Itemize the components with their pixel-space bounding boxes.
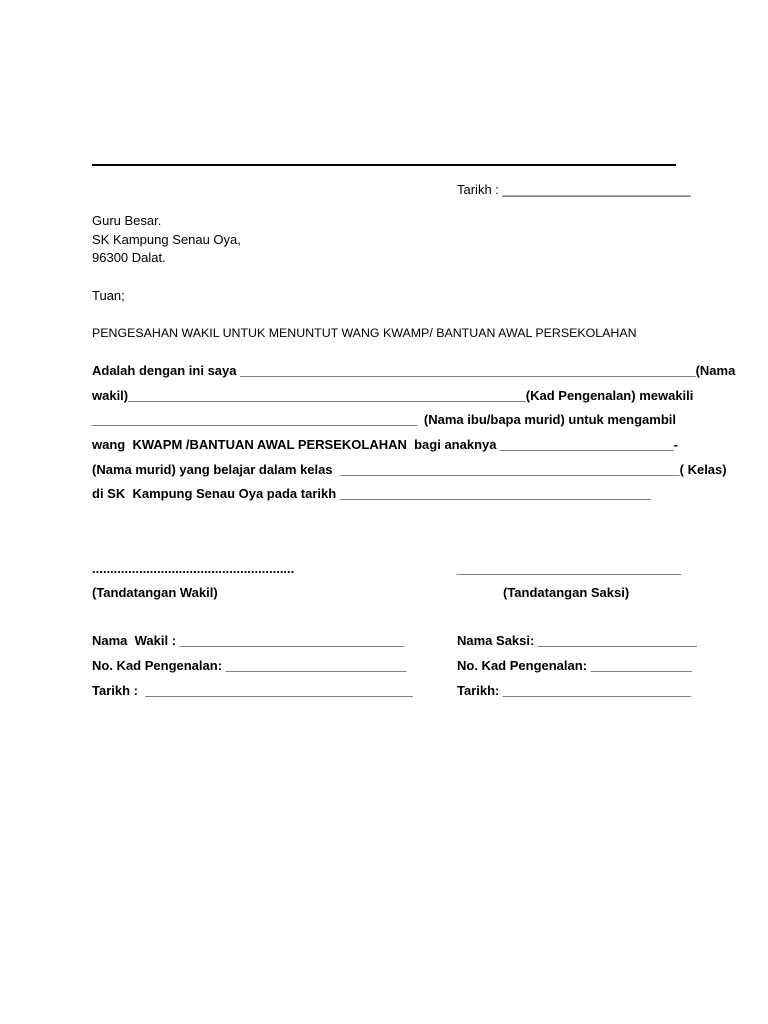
- recipient-title: Guru Besar.: [92, 213, 162, 228]
- wakil-signature-line: ........................................................: [92, 561, 295, 576]
- date-field: Tarikh : __________________________: [457, 182, 691, 197]
- saksi-signature-line: _______________________________: [457, 561, 682, 576]
- body-line-3-end: (Nama ibu/bapa murid) untuk mengambil: [423, 412, 676, 427]
- body-line-4-end: -: [673, 437, 678, 452]
- wakil-date-field: Tarikh : _____________________________________: [92, 683, 413, 698]
- body-line-5-end: ( Kelas): [679, 462, 727, 477]
- top-rule: [92, 164, 676, 166]
- salutation: Tuan;: [92, 288, 125, 303]
- body-line-3: [92, 412, 676, 428]
- wakil-name-field: Nama Wakil : _______________________________: [92, 633, 404, 648]
- saksi-ic-field: No. Kad Pengenalan: ______________: [457, 658, 692, 673]
- body-line-1: [92, 363, 736, 379]
- recipient-school: SK Kampung Senau Oya,: [92, 232, 241, 247]
- body-line-1-end: (Nama: [695, 363, 736, 378]
- body-line-2-text: wakil)_______________________________________________________: [92, 388, 526, 403]
- saksi-name-field: Nama Saksi: ______________________: [457, 633, 697, 648]
- recipient-address: 96300 Dalat.: [92, 250, 166, 265]
- body-line-6: di SK Kampung Senau Oya pada tarikh ___________________________________________: [92, 486, 651, 501]
- body-line-5-text: (Nama murid) yang belajar dalam kelas _______________________________________________: [92, 462, 680, 477]
- body-line-3-text: _____________________________________________: [92, 412, 418, 427]
- saksi-signature-label: (Tandatangan Saksi): [503, 585, 630, 600]
- body-line-5: [92, 462, 727, 478]
- body-line-2: [92, 388, 694, 404]
- saksi-date-field: Tarikh: __________________________: [457, 683, 691, 698]
- wakil-ic-field: No. Kad Pengenalan: _________________________: [92, 658, 407, 673]
- body-line-2-end: (Kad Pengenalan) mewakili: [525, 388, 694, 403]
- subject-heading: PENGESAHAN WAKIL UNTUK MENUNTUT WANG KWAMP/ BANTUAN AWAL PERSEKOLAHAN: [92, 326, 637, 340]
- body-line-1-text: Adalah dengan ini saya _______________________________________________________________: [92, 363, 696, 378]
- wakil-signature-label: (Tandatangan Wakil): [92, 585, 218, 600]
- body-line-4: [92, 437, 676, 453]
- body-line-4-text: wang KWAPM /BANTUAN AWAL PERSEKOLAHAN bagi anaknya ________________________: [92, 437, 674, 452]
